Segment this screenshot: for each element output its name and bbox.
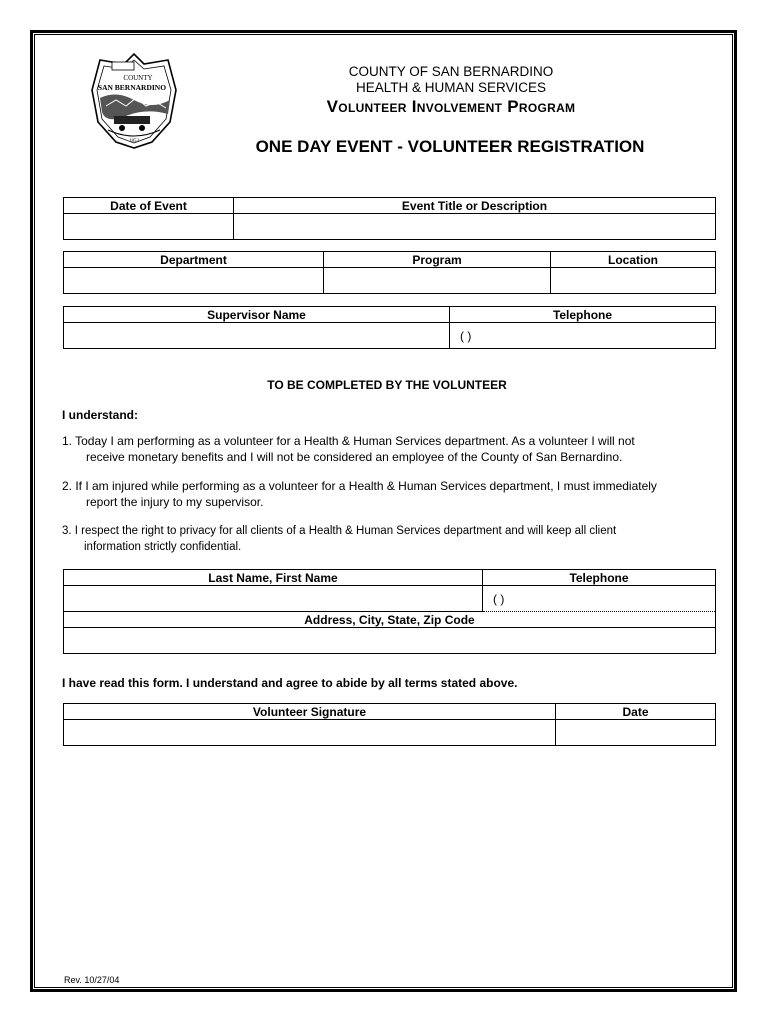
- department-name: HEALTH & HUMAN SERVICES: [355, 80, 547, 95]
- supervisor-table: [63, 306, 716, 349]
- address-field[interactable]: [64, 628, 716, 654]
- volunteer-telephone-field[interactable]: ( ): [483, 586, 716, 612]
- volunteer-info-table: [63, 569, 716, 654]
- signature-date-field[interactable]: [556, 720, 716, 746]
- signature-table: [63, 703, 716, 746]
- county-name: COUNTY OF SAN BERNARDINO: [348, 64, 554, 79]
- form-title: ONE DAY EVENT - VOLUNTEER REGISTRATION: [255, 137, 645, 156]
- statement-1-line-2: receive monetary benefits and I will not be considered an employee of the County of San Bernardino.: [86, 450, 623, 464]
- location-label: Location: [551, 252, 716, 268]
- program-name: Volunteer Involvement Program: [326, 97, 576, 116]
- volunteer-name-label: Last Name, First Name: [64, 570, 483, 586]
- statement-3-line-2: information strictly confidential.: [84, 541, 242, 553]
- statement-1: [62, 433, 712, 465]
- volunteer-telephone-label: Telephone: [483, 570, 716, 586]
- date-of-event-field[interactable]: [64, 214, 234, 240]
- signature-date-label: Date: [556, 704, 716, 720]
- location-field[interactable]: [551, 268, 716, 294]
- revision-date: Rev. 10/27/04: [64, 975, 120, 985]
- department-field[interactable]: [64, 268, 324, 294]
- department-label: Department: [64, 252, 324, 268]
- supervisor-name-label: Supervisor Name: [64, 307, 450, 323]
- statement-2: [62, 478, 712, 510]
- supervisor-telephone-field[interactable]: ( ): [450, 323, 716, 349]
- agreement-statement: I have read this form. I understand and agree to abide by all terms stated above.: [62, 676, 518, 690]
- statement-2-line-1: 2. If I am injured while performing as a volunteer for a Health & Human Services department, I must immediately: [62, 479, 657, 493]
- volunteer-section-heading: TO BE COMPLETED BY THE VOLUNTEER: [267, 378, 507, 392]
- volunteer-signature-field[interactable]: [64, 720, 556, 746]
- supervisor-name-field[interactable]: [64, 323, 450, 349]
- volunteer-signature-label: Volunteer Signature: [64, 704, 556, 720]
- seal-text-name: SAN BERNARDINO: [97, 83, 167, 92]
- department-table: [63, 251, 716, 294]
- volunteer-name-field[interactable]: [64, 586, 483, 612]
- statement-3-line-1: 3. I respect the right to privacy for all clients of a Health & Human Services department and will keep all client: [62, 525, 617, 537]
- page-border-inner: [34, 34, 733, 988]
- address-label: Address, City, State, Zip Code: [64, 612, 716, 628]
- seal-text-year: 1853: [129, 139, 139, 144]
- program-label: Program: [324, 252, 551, 268]
- program-field[interactable]: [324, 268, 551, 294]
- event-title-field[interactable]: [234, 214, 716, 240]
- supervisor-telephone-label: Telephone: [450, 307, 716, 323]
- event-table: [63, 197, 716, 240]
- seal-text-county: COUNTY: [123, 74, 153, 82]
- event-title-label: Event Title or Description: [234, 198, 716, 214]
- statement-3: [62, 523, 712, 555]
- date-of-event-label: Date of Event: [64, 198, 234, 214]
- statement-2-line-2: report the injury to my supervisor.: [86, 495, 264, 509]
- understand-label: I understand:: [62, 408, 139, 422]
- county-seal-logo: [86, 50, 182, 150]
- statement-1-line-1: 1. Today I am performing as a volunteer for a Health & Human Services department. As a volunteer I will not: [62, 434, 635, 448]
